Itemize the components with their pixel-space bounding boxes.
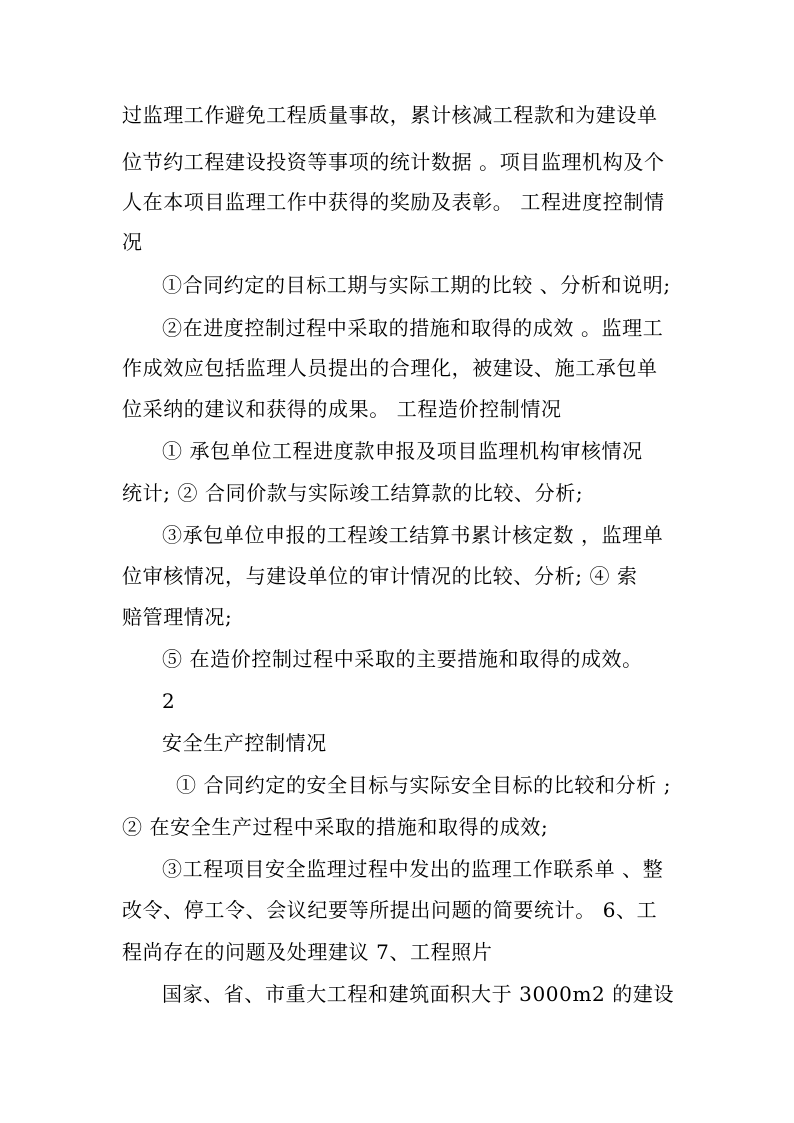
body-text-line: 位节约工程建设投资等事项的统计数据 。项目监理机构及个 [122,150,665,174]
body-text-line: ②在进度控制过程中采取的措施和取得的成效 。监理工 [162,316,664,340]
body-text-line: 国家、省、市重大工程和建筑面积大于 3000m2 的建设 [162,982,675,1006]
body-text-line: ③承包单位申报的工程竣工结算书累计核定数 ，监理单 [162,523,664,547]
body-text-line: ① 合同约定的安全目标与实际安全目标的比较和分析 ; [176,773,672,797]
body-text-line: 赔管理情况; [122,605,233,629]
section-heading: 安全生产控制情况 [162,731,327,755]
body-text-line: 况 [122,230,143,254]
body-text-line: 过监理工作避免工程质量事故，累计核减工程款和为建设单 [122,103,658,127]
body-text-line: ①合同约定的目标工期与实际工期的比较 、分析和说明; [162,273,671,297]
body-text-line: 作成效应包括监理人员提出的合理化，被建设、施工承包单 [122,356,658,380]
body-text-line: 位采纳的建议和获得的成果。 工程造价控制情况 [122,397,562,421]
body-text-line: ② 在安全生产过程中采取的措施和取得的成效; [122,815,549,839]
body-text-line: 位审核情况，与建设单位的审计情况的比较、分析; ④ 索 [122,564,638,588]
body-text-line: 人在本项目监理工作中获得的奖励及表彰。 工程进度控制情 [122,190,665,214]
body-text-line: 统计; ② 合同价款与实际竣工结算款的比较、分析; [122,481,584,505]
body-text-line: ⑤ 在造价控制过程中采取的主要措施和取得的成效。 [162,647,643,671]
body-text-line: ③工程项目安全监理过程中发出的监理工作联系单 、整 [162,857,664,881]
body-text-line: ① 承包单位工程进度款申报及项目监理机构审核情况 [162,439,643,463]
page-number: 2 [162,689,176,713]
body-text-line: 改令、停工令、会议纪要等所提出问题的简要统计。 6、工 [122,898,658,922]
body-text-line: 程尚存在的问题及处理建议 7、工程照片 [122,940,493,964]
